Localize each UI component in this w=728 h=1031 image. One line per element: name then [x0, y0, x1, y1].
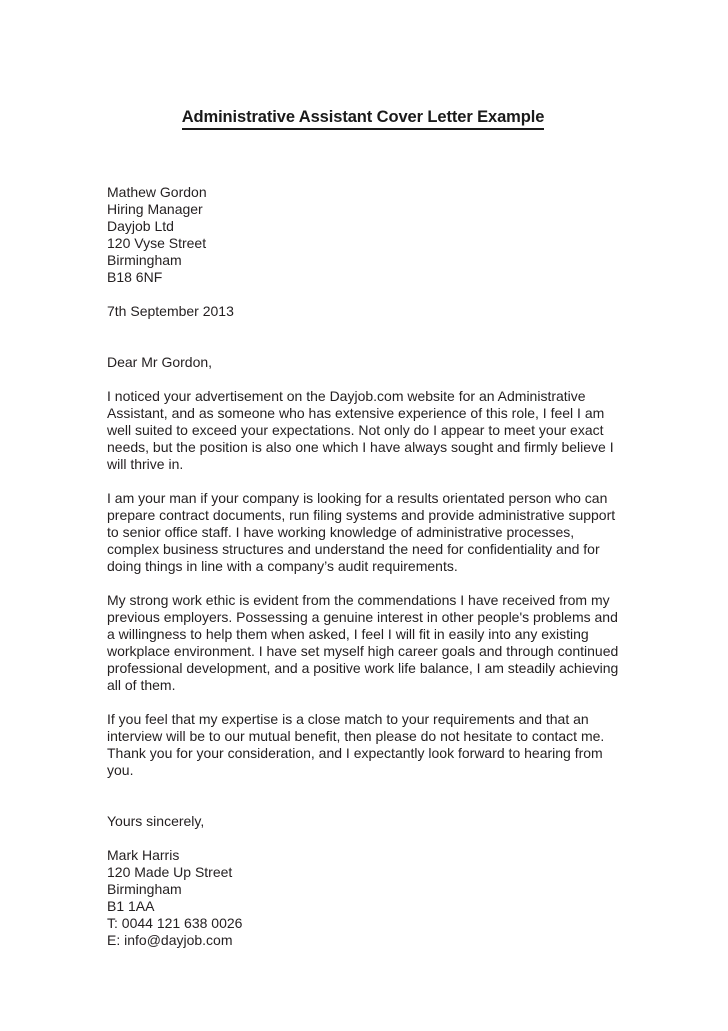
sender-street: 120 Made Up Street — [107, 863, 233, 880]
body-paragraph-4: If you feel that my expertise is a close match to your requirements and that an interview will be to our mutual benefit, then please do not hesitate to contact me. Thank you for your consideration, and I expectantly look forward to hearing from you. — [107, 710, 605, 778]
body-paragraph-2: I am your man if your company is looking for a results orientated person who can prepare contract documents, run filing systems and provide administrative support to senior office staff. I have working knowledge of administrative processes, complex business structures and understand the need for confidentiality and for doing things in line with a company’s audit requirements. — [107, 489, 616, 574]
body-paragraph-1: I noticed your advertisement on the Dayjob.com website for an Administrative Assistant, and as someone who has extensive experience of this role, I feel I am well suited to exceed your expectations. Not only do I appear to meet your exact needs, but the position is also one which I have always sought and firmly believe I will thrive in. — [107, 387, 614, 472]
sender-phone: T: 0044 121 638 0026 — [107, 914, 243, 931]
recipient-name: Mathew Gordon — [107, 183, 207, 200]
recipient-company: Dayjob Ltd — [107, 217, 174, 234]
recipient-address-block — [107, 184, 619, 286]
recipient-street: 120 Vyse Street — [107, 234, 207, 251]
sender-city: Birmingham — [107, 880, 182, 897]
sender-signature-block — [107, 847, 619, 949]
recipient-job-title: Hiring Manager — [107, 200, 203, 217]
salutation: Dear Mr Gordon, — [107, 353, 213, 370]
sender-name: Mark Harris — [107, 846, 180, 863]
body-paragraph-3: My strong work ethic is evident from the commendations I have received from my previous employers. Possessing a genuine interest in other people's problems and a willingness to help them when asked, I feel I will fit in easily into any existing workplace environment. I have set myself high career goals and through continued professional development, and a positive work life balance, I am steadily achieving all of them. — [107, 591, 619, 693]
cover-letter — [107, 0, 619, 949]
sender-email: E: info@dayjob.com — [107, 931, 233, 948]
letter-date: 7th September 2013 — [107, 302, 234, 319]
recipient-city: Birmingham — [107, 251, 182, 268]
recipient-postcode: B18 6NF — [107, 268, 163, 285]
page-title-text: Administrative Assistant Cover Letter Example — [182, 108, 545, 130]
page-title — [107, 0, 619, 130]
sender-postcode: B1 1AA — [107, 897, 155, 914]
closing-line: Yours sincerely, — [107, 812, 205, 829]
